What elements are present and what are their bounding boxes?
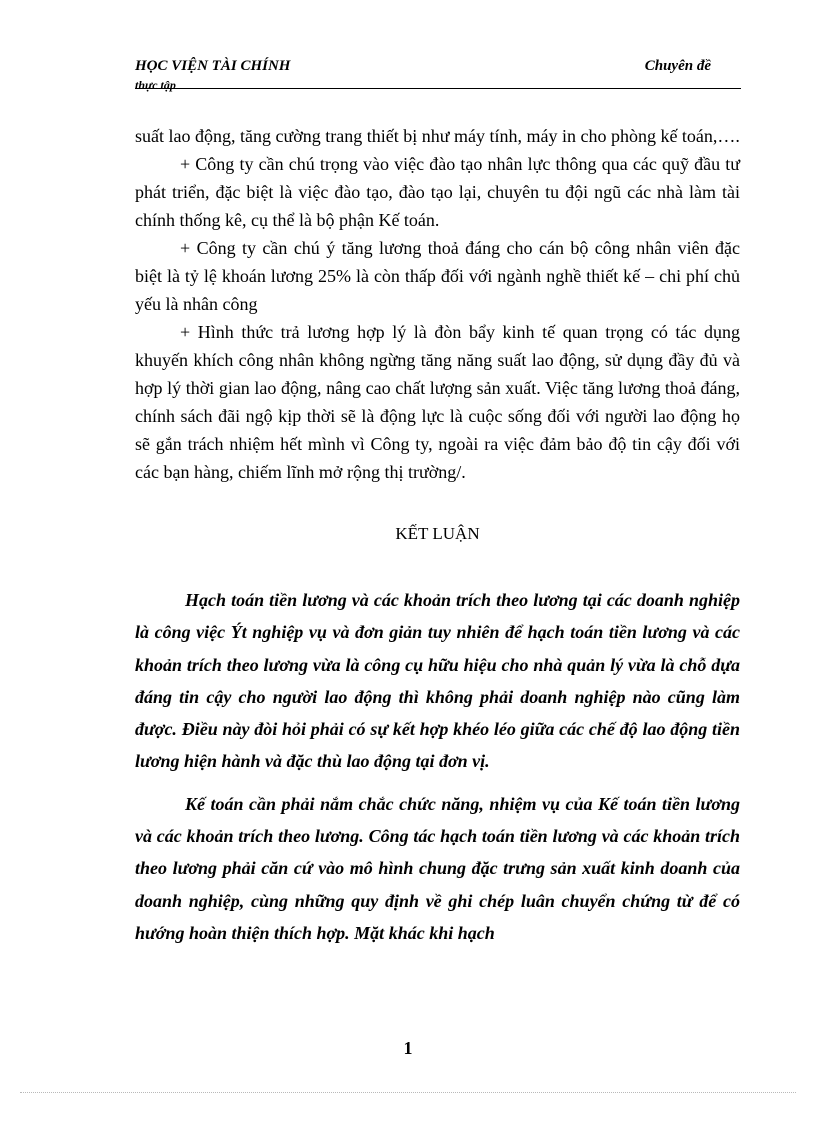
report-type-label: Chuyên đề: [644, 58, 711, 74]
page-number: 1: [403, 1038, 413, 1058]
body-section: [135, 122, 740, 486]
body-paragraph: + Công ty cần chú trọng vào việc đào tạo nhân lực thông qua các quỹ đầu tư phát triển, đặc biệt là việc đào tạo, đào tạo lại, chuyên tu đội ngũ các nhà làm tài chính thống kê, cụ thể là bộ phận Kế toán.: [135, 154, 740, 230]
conclusion-paragraph: Hạch toán tiền lương và các khoản trích theo lương tại các doanh nghiệp là công việc Ýt nghiệp vụ và đơn giản tuy nhiên để hạch toán tiền lương và các khoản trích theo lương vừa là công cụ hữu hiệu cho nhà quản lý vừa là chỗ dựa đáng tin cậy cho người lao động thì không phải doanh nghiệp nào cũng làm được. Điều này đòi hỏi phải có sự kết hợp khéo léo giữa các chế độ lao động tiền lương hiện hành và đặc thù lao động tại đơn vị.: [135, 590, 740, 772]
body-paragraph: + Hình thức trả lương hợp lý là đòn bẩy kinh tế quan trọng có tác dụng khuyến khích công nhân không ngừng tăng năng suất lao động, sử dụng đầy đủ và hợp lý thời gian lao động, nâng cao chất lượng sản xuất. Việc tăng lương thoả đáng, chính sách đãi ngộ kịp thời sẽ là động lực là cuộc sống đối với người lao động họ sẽ gắn trách nhiệm hết mình vì Công ty, ngoài ra việc đảm bảo độ tin cậy đối với các bạn hàng, chiếm lĩnh mở rộng thị trường/.: [135, 322, 740, 482]
conclusion-paragraph: Kế toán cần phải nắm chắc chức năng, nhiệm vụ của Kế toán tiền lương và các khoản trích theo lương. Công tác hạch toán tiền lương và các khoản trích theo lương phải căn cứ vào mô hình chung đặc trưng sản xuất kinh doanh của doanh nghiệp, cùng những quy định về ghi chép luân chuyển chứng từ để có hướng hoàn thiện thích hợp. Mặt khác khi hạch: [135, 793, 740, 943]
body-paragraph: suất lao động, tăng cường trang thiết bị như máy tính, máy in cho phòng kế toán,….: [135, 126, 740, 146]
body-paragraph: + Công ty cần chú ý tăng lương thoả đáng cho cán bộ công nhân viên đặc biệt là tỷ lệ khoán lương 25% là còn thấp đối với ngành nghề thiết kế – chi phí chủ yếu là nhân công: [135, 238, 740, 314]
page-bottom-divider: [20, 1092, 796, 1093]
institution-name-line2: thực tập: [135, 78, 176, 92]
conclusion-section: [135, 584, 740, 959]
conclusion-heading: KẾT LUẬN: [395, 524, 480, 543]
institution-name: HỌC VIỆN TÀI CHÍNH: [135, 58, 291, 74]
header-divider: [135, 88, 741, 89]
page-header: [135, 56, 741, 92]
